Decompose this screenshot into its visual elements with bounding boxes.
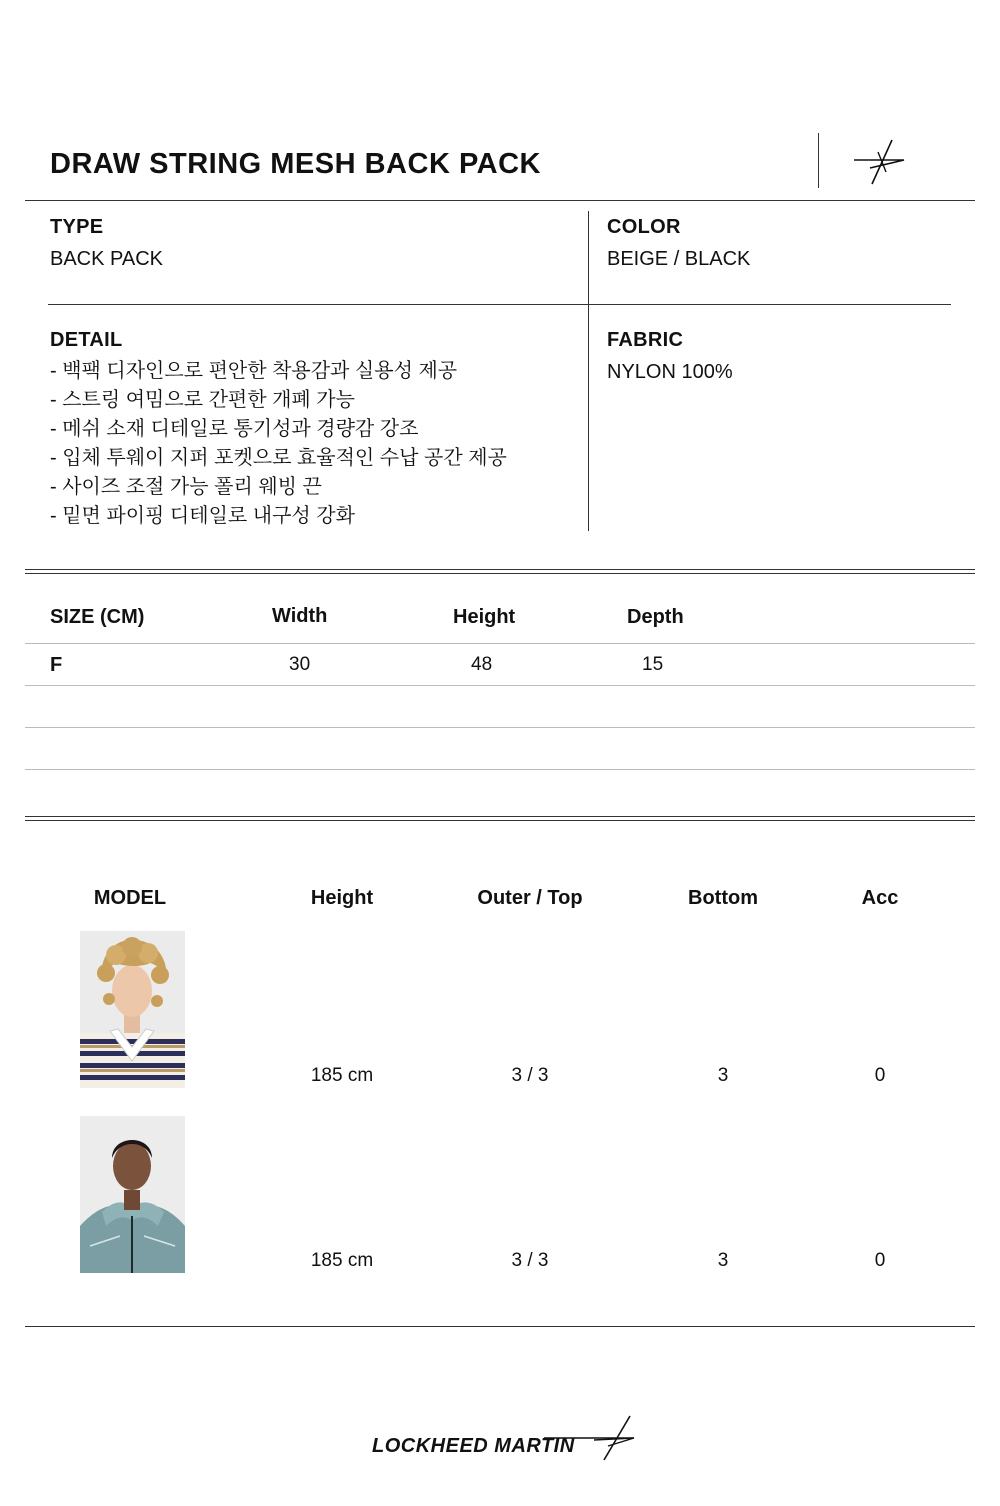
fabric-label: FABRIC xyxy=(607,329,684,351)
info-column-divider xyxy=(588,211,589,531)
size-cell-name: F xyxy=(50,654,63,676)
header-divider xyxy=(818,133,819,188)
size-row-rule xyxy=(25,685,975,686)
header-rule xyxy=(25,200,975,201)
lockheed-martin-logo xyxy=(372,1412,640,1462)
type-value: BACK PACK xyxy=(50,248,163,270)
footer-brand-text: LOCKHEED MARTIN xyxy=(372,1435,575,1457)
size-row-rule xyxy=(25,643,975,644)
size-header-size: SIZE (CM) xyxy=(50,606,145,628)
color-label: COLOR xyxy=(607,216,681,238)
model-photo xyxy=(80,931,185,1088)
size-cell-depth: 15 xyxy=(642,654,664,675)
model-header-height: Height xyxy=(310,887,374,909)
model-outer-top-value: 3 / 3 xyxy=(511,1250,549,1271)
size-table-top-rule-1 xyxy=(25,569,975,570)
size-header-depth: Depth xyxy=(627,606,684,628)
page-title: DRAW STRING MESH BACK PACK xyxy=(50,148,541,180)
model-acc-value: 0 xyxy=(874,1065,886,1086)
size-cell-height: 48 xyxy=(471,654,493,675)
detail-item: - 메쉬 소재 디테일로 통기성과 경량감 강조 xyxy=(50,418,419,440)
model-header-acc: Acc xyxy=(861,887,899,909)
info-row-rule xyxy=(48,304,951,305)
detail-item: - 백팩 디자인으로 편안한 착용감과 실용성 제공 xyxy=(50,360,458,382)
model-photo xyxy=(80,1116,185,1273)
detail-item: - 밑면 파이핑 디테일로 내구성 강화 xyxy=(50,505,355,527)
size-row-rule xyxy=(25,769,975,770)
size-table-top-rule-2 xyxy=(25,573,975,574)
detail-item: - 사이즈 조절 가능 폴리 웨빙 끈 xyxy=(50,476,322,498)
size-table-bottom-rule-1 xyxy=(25,816,975,817)
model-height-value: 185 cm xyxy=(310,1065,374,1086)
size-cell-width: 30 xyxy=(289,654,311,675)
detail-item: - 스트링 여밈으로 간편한 개폐 가능 xyxy=(50,389,355,411)
size-row-rule xyxy=(25,727,975,728)
model-height-value: 185 cm xyxy=(310,1250,374,1271)
detail-label: DETAIL xyxy=(50,329,123,351)
model-bottom-value: 3 xyxy=(717,1065,729,1086)
model-outer-top-value: 3 / 3 xyxy=(511,1065,549,1086)
model-bottom-value: 3 xyxy=(717,1250,729,1271)
size-table-bottom-rule-2 xyxy=(25,820,975,821)
fabric-value: NYLON 100% xyxy=(607,361,733,383)
size-header-width: Width xyxy=(272,605,328,627)
model-acc-value: 0 xyxy=(874,1250,886,1271)
type-label: TYPE xyxy=(50,216,104,238)
detail-list xyxy=(50,357,507,531)
detail-item: - 입체 투웨이 지퍼 포켓으로 효율적인 수납 공간 제공 xyxy=(50,447,507,469)
color-value: BEIGE / BLACK xyxy=(607,248,751,270)
model-table-bottom-rule xyxy=(25,1326,975,1327)
model-header-bottom: Bottom xyxy=(688,887,758,909)
size-header-height: Height xyxy=(453,606,516,628)
model-header-model: MODEL xyxy=(93,887,167,909)
lockheed-martin-star-icon xyxy=(852,138,906,186)
model-header-outer-top: Outer / Top xyxy=(477,887,583,909)
